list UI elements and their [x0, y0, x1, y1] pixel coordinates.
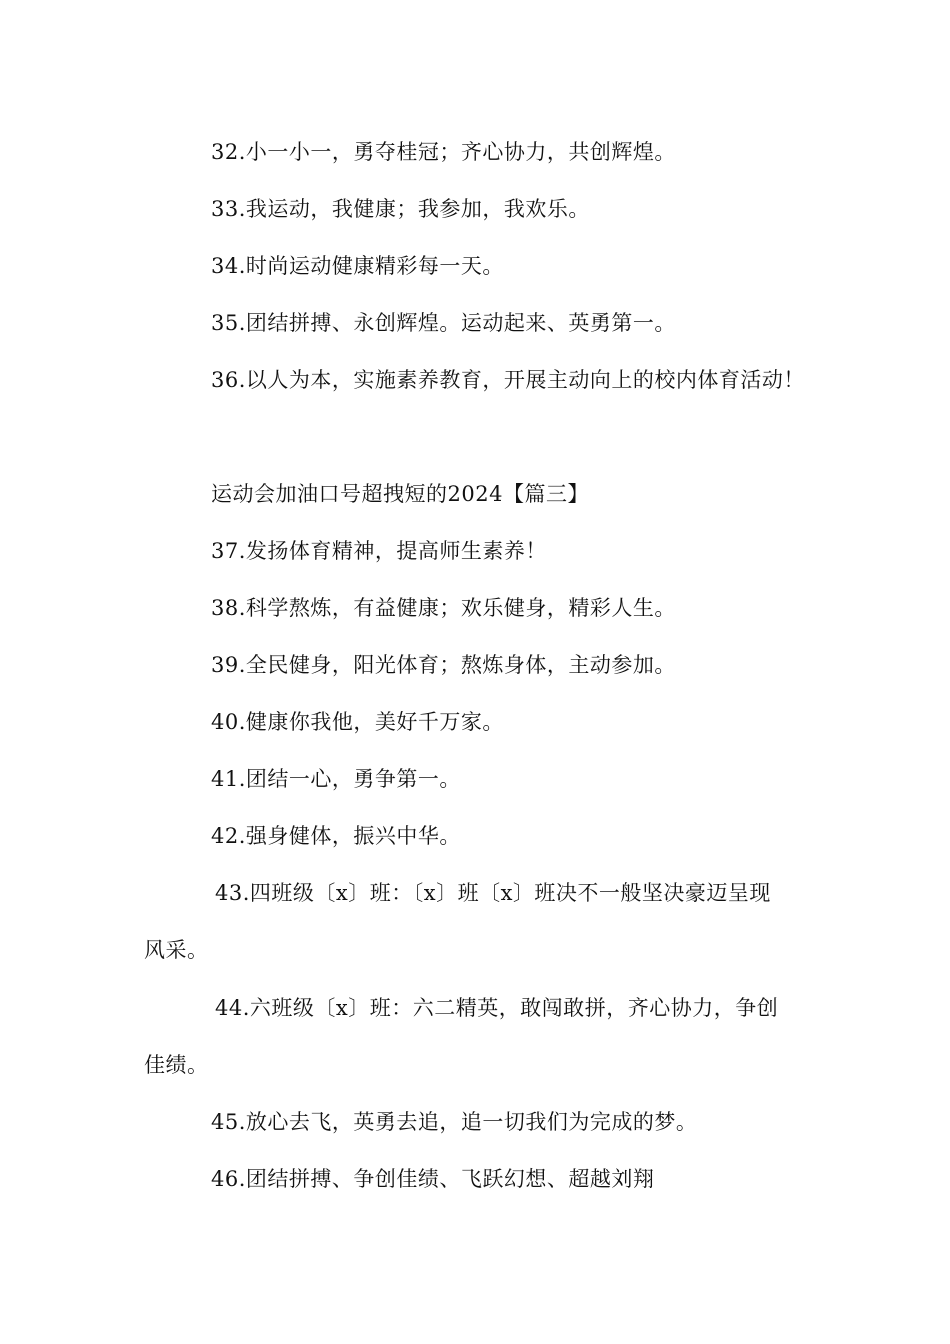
slogan-33: 33.我运动，我健康；我参加，我欢乐。 [211, 197, 590, 221]
slogan-43-line2: 风采。 [144, 938, 209, 962]
slogan-32: 32.小一小一，勇夺桂冠；齐心协力，共创辉煌。 [211, 140, 676, 164]
slogan-37: 37.发扬体育精神，提高师生素养！ [211, 539, 547, 563]
section-heading: 运动会加油口号超拽短的2024【篇三】 [211, 482, 589, 506]
slogan-46: 46.团结拼搏、争创佳绩、飞跃幻想、超越刘翔 [211, 1167, 655, 1191]
slogan-45: 45.放心去飞，英勇去追，追一切我们为完成的梦。 [211, 1110, 698, 1134]
slogan-43-line1: 43.四班级〔x〕班：〔x〕班〔x〕班决不一般坚决豪迈呈现 [215, 881, 771, 905]
slogan-38: 38.科学熬炼，有益健康；欢乐健身，精彩人生。 [211, 596, 676, 620]
slogan-35: 35.团结拼搏、永创辉煌。运动起来、英勇第一。 [211, 311, 676, 335]
slogan-39: 39.全民健身，阳光体育；熬炼身体，主动参加。 [211, 653, 676, 677]
slogan-34: 34.时尚运动健康精彩每一天。 [211, 254, 504, 278]
slogan-41: 41.团结一心，勇争第一。 [211, 767, 461, 791]
slogan-40: 40.健康你我他，美好千万家。 [211, 710, 504, 734]
slogan-36: 36.以人为本，实施素养教育，开展主动向上的校内体育活动！ [211, 368, 805, 392]
slogan-44-line1: 44.六班级〔x〕班：六二精英，敢闯敢拼，齐心协力，争创 [215, 996, 779, 1020]
slogan-44-line2: 佳绩。 [144, 1053, 209, 1077]
slogan-42: 42.强身健体，振兴中华。 [211, 824, 461, 848]
